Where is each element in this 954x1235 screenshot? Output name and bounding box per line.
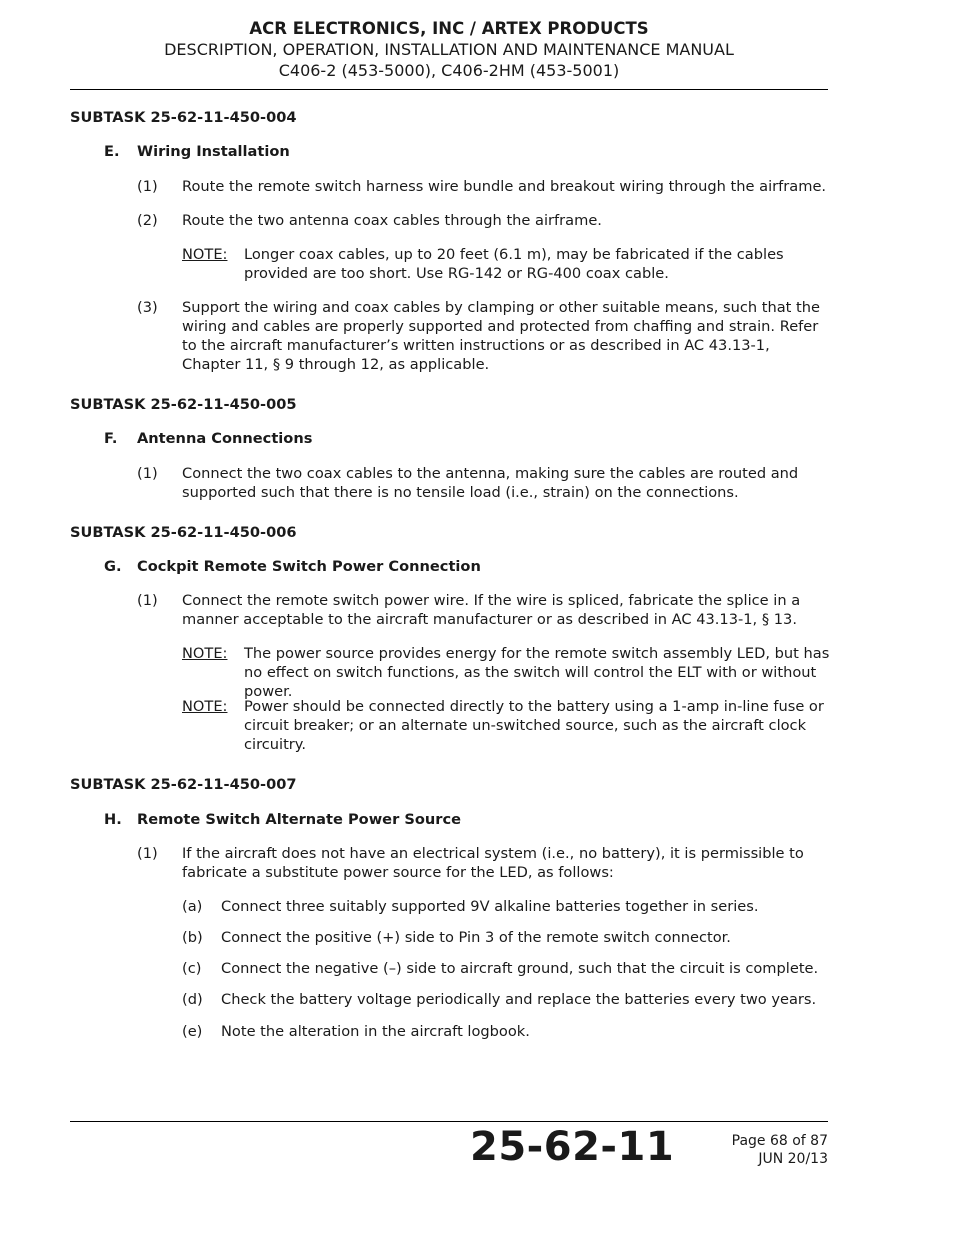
substep-text: Note the alteration in the aircraft logbook. <box>221 1023 530 1040</box>
step-number: (2) <box>137 212 158 229</box>
substep-letter: (d) <box>182 991 203 1008</box>
step-text: Connect the two coax cables to the antenna, making sure the cables are routed and supported such that there is no tensile load (i.e., strain) on the connections. <box>182 465 799 501</box>
step-text: Support the wiring and coax cables by clamping or other suitable means, such that the wiring and cables are properly supported and protected from chaffing and strain. Refer to the aircraft manufacturer’s written instructions or as described in AC 43.13-1, Chapter 11, § 9 through 12, as applicable. <box>182 299 820 373</box>
substep-text: Check the battery voltage periodically and replace the batteries every two years. <box>221 991 817 1008</box>
note-label: NOTE: <box>182 698 228 715</box>
note-label: NOTE: <box>182 645 228 662</box>
header-manual-title: DESCRIPTION, OPERATION, INSTALLATION AND MAINTENANCE MANUAL <box>164 40 734 59</box>
note-text: The power source provides energy for the remote switch assembly LED, but has no effect on switch functions, as the switch will control the ELT with or without power. <box>244 645 830 700</box>
note-text: Power should be connected directly to the battery using a 1-amp in-line fuse or circuit breaker; or an alternate un-switched source, such as the aircraft clock circuitry. <box>244 698 824 753</box>
subtask-heading: SUBTASK 25-62-11-450-005 <box>70 396 297 413</box>
section-letter: H. <box>104 811 122 828</box>
footer-page-info <box>732 1132 828 1168</box>
substep-letter: (c) <box>182 960 202 977</box>
header-models: C406-2 (453-5000), C406-2HM (453-5001) <box>278 61 620 80</box>
substep-letter: (a) <box>182 898 203 915</box>
step-text: Connect the remote switch power wire. If the wire is spliced, fabricate the splice in a manner acceptable to the aircraft manufacturer or as described in AC 43.13-1, § 13. <box>182 592 801 628</box>
subtask-heading: SUBTASK 25-62-11-450-007 <box>70 776 297 793</box>
footer-page-number: Page 68 of 87 <box>731 1133 828 1149</box>
subtask-heading: SUBTASK 25-62-11-450-004 <box>70 109 297 126</box>
step-text: Route the two antenna coax cables through the airframe. <box>182 212 602 229</box>
section-title: Antenna Connections <box>137 430 313 447</box>
substep-text: Connect three suitably supported 9V alkaline batteries together in series. <box>221 898 759 915</box>
step-text: Route the remote switch harness wire bundle and breakout wiring through the airframe. <box>182 178 827 195</box>
footer-date: JUN 20/13 <box>758 1151 828 1167</box>
step-number: (1) <box>137 592 158 609</box>
header-company: ACR ELECTRONICS, INC / ARTEX PRODUCTS <box>249 19 649 38</box>
step-number: (1) <box>137 845 158 862</box>
footer-divider <box>70 1121 828 1122</box>
section-title: Cockpit Remote Switch Power Connection <box>137 558 481 575</box>
section-letter: E. <box>104 143 120 160</box>
step-number: (3) <box>137 299 158 316</box>
section-letter: F. <box>104 430 118 447</box>
section-title: Wiring Installation <box>137 143 290 160</box>
step-number: (1) <box>137 465 158 482</box>
note-label: NOTE: <box>182 246 228 263</box>
step-text: If the aircraft does not have an electrical system (i.e., no battery), it is permissible to fabricate a substitute power source for the LED, as follows: <box>182 845 804 881</box>
section-title: Remote Switch Alternate Power Source <box>137 811 462 828</box>
header-divider <box>70 89 828 90</box>
substep-letter: (e) <box>182 1023 203 1040</box>
note-text: Longer coax cables, up to 20 feet (6.1 m), may be fabricated if the cables provided are too short. Use RG-142 or RG-400 coax cable. <box>244 246 784 282</box>
step-number: (1) <box>137 178 158 195</box>
section-letter: G. <box>104 558 122 575</box>
footer-doc-code: 25-62-11 <box>470 1124 675 1170</box>
substep-text: Connect the negative (–) side to aircraft ground, such that the circuit is complete. <box>221 960 819 977</box>
subtask-heading: SUBTASK 25-62-11-450-006 <box>70 524 297 541</box>
substep-letter: (b) <box>182 929 203 946</box>
substep-text: Connect the positive (+) side to Pin 3 of the remote switch connector. <box>221 929 731 946</box>
